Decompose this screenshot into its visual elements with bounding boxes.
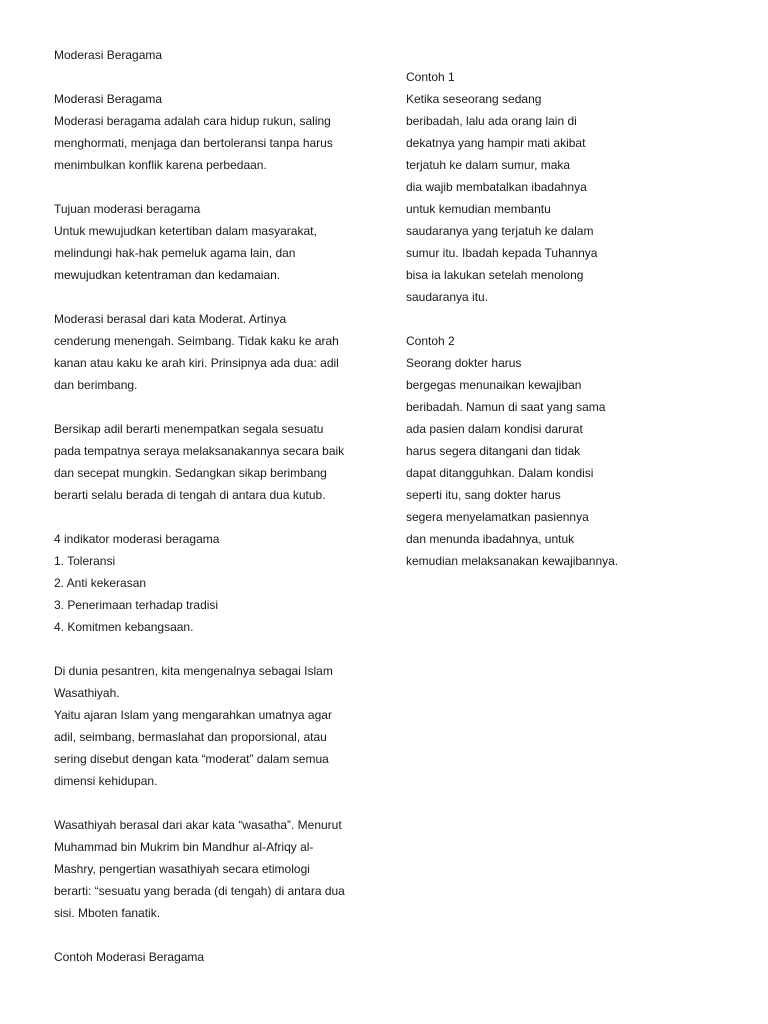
text-line: Yaitu ajaran Islam yang mengarahkan umatnya agar [54, 708, 332, 722]
text-line: kanan atau kaku ke arah kiri. Prinsipnya ada dua: adil [54, 356, 339, 370]
text-line: sisi. Mboten fanatik. [54, 906, 161, 920]
spacer [54, 286, 374, 308]
text-line: kemudian melaksanakan kewajibannya. [406, 554, 619, 568]
text-line: Bersikap adil berarti menempatkan segala sesuatu [54, 422, 324, 436]
text-line: dia wajib membatalkan ibadahnya [406, 180, 587, 194]
text-line: dapat ditangguhkan. Dalam kondisi [406, 466, 594, 480]
text-line: adil, seimbang, bermaslahat dan proporsional, atau [54, 730, 327, 744]
text-line: saudaranya yang terjatuh ke dalam [406, 224, 594, 238]
text-line: menghormati, menjaga dan bertoleransi tanpa harus [54, 136, 333, 150]
left-column [54, 44, 374, 968]
text-line: terjatuh ke dalam sumur, maka [406, 158, 571, 172]
text-line: sumur itu. Ibadah kepada Tuhannya [406, 246, 598, 260]
text-line: harus segera ditangani dan tidak [406, 444, 581, 458]
text-line: Wasathiyah berasal dari akar kata “wasatha”. Menurut [54, 818, 342, 832]
text-line: 2. Anti kekerasan [54, 576, 147, 590]
spacer [406, 308, 736, 330]
text-line: Mashry, pengertian wasathiyah secara etimologi [54, 862, 310, 876]
section-heading: Contoh Moderasi Beragama [54, 950, 205, 964]
text-line: dan secepat mungkin. Sedangkan sikap berimbang [54, 466, 327, 480]
text-line: 3. Penerimaan terhadap tradisi [54, 598, 219, 612]
text-line: cenderung menengah. Seimbang. Tidak kaku ke arah [54, 334, 339, 348]
text-line: melindungi hak-hak pemeluk agama lain, dan [54, 246, 296, 260]
text-line: beribadah, lalu ada orang lain di [406, 114, 577, 128]
text-line: mewujudkan ketentraman dan kedamaian. [54, 268, 281, 282]
text-line: sering disebut dengan kata “moderat” dalam semua [54, 752, 329, 766]
section-heading: Tujuan moderasi beragama [54, 202, 201, 216]
text-line: 1. Toleransi [54, 554, 116, 568]
text-line: dimensi kehidupan. [54, 774, 158, 788]
spacer [54, 792, 374, 814]
spacer [54, 924, 374, 946]
text-line: Moderasi berasal dari kata Moderat. Artinya [54, 312, 287, 326]
text-line: segera menyelamatkan pasiennya [406, 510, 589, 524]
text-line: Di dunia pesantren, kita mengenalnya sebagai Islam [54, 664, 333, 678]
text-line: beribadah. Namun di saat yang sama [406, 400, 606, 414]
section-heading: Moderasi Beragama [54, 92, 163, 106]
text-line: berarti selalu berada di tengah di antara dua kutub. [54, 488, 326, 502]
text-line: menimbulkan konflik karena perbedaan. [54, 158, 267, 172]
text-line: Muhammad bin Mukrim bin Mandhur al-Afriqy al- [54, 840, 314, 854]
spacer [54, 506, 374, 528]
spacer [54, 176, 374, 198]
text-line: ada pasien dalam kondisi darurat [406, 422, 583, 436]
text-line: Moderasi beragama adalah cara hidup rukun, saling [54, 114, 331, 128]
text-line: Ketika seseorang sedang [406, 92, 542, 106]
spacer [54, 638, 374, 660]
right-column [406, 66, 736, 572]
text-line: untuk kemudian membantu [406, 202, 551, 216]
section-heading: Contoh 2 [406, 334, 455, 348]
text-line: pada tempatnya seraya melaksanakannya secara baik [54, 444, 345, 458]
text-line: dan menunda ibadahnya, untuk [406, 532, 575, 546]
text-line: bergegas menunaikan kewajiban [406, 378, 582, 392]
text-line: 4. Komitmen kebangsaan. [54, 620, 194, 634]
text-line: berarti: “sesuatu yang berada (di tengah) di antara dua [54, 884, 345, 898]
text-line: dekatnya yang hampir mati akibat [406, 136, 586, 150]
text-line: dan berimbang. [54, 378, 138, 392]
document-title: Moderasi Beragama [54, 48, 163, 62]
text-line: seperti itu, sang dokter harus [406, 488, 561, 502]
text-line: Seorang dokter harus [406, 356, 522, 370]
section-heading: Contoh 1 [406, 70, 455, 84]
spacer [54, 396, 374, 418]
text-line: bisa ia lakukan setelah menolong [406, 268, 584, 282]
text-line: Untuk mewujudkan ketertiban dalam masyarakat, [54, 224, 317, 238]
section-heading: 4 indikator moderasi beragama [54, 532, 220, 546]
text-line: saudaranya itu. [406, 290, 489, 304]
text-line: Wasathiyah. [54, 686, 120, 700]
spacer [54, 66, 374, 88]
